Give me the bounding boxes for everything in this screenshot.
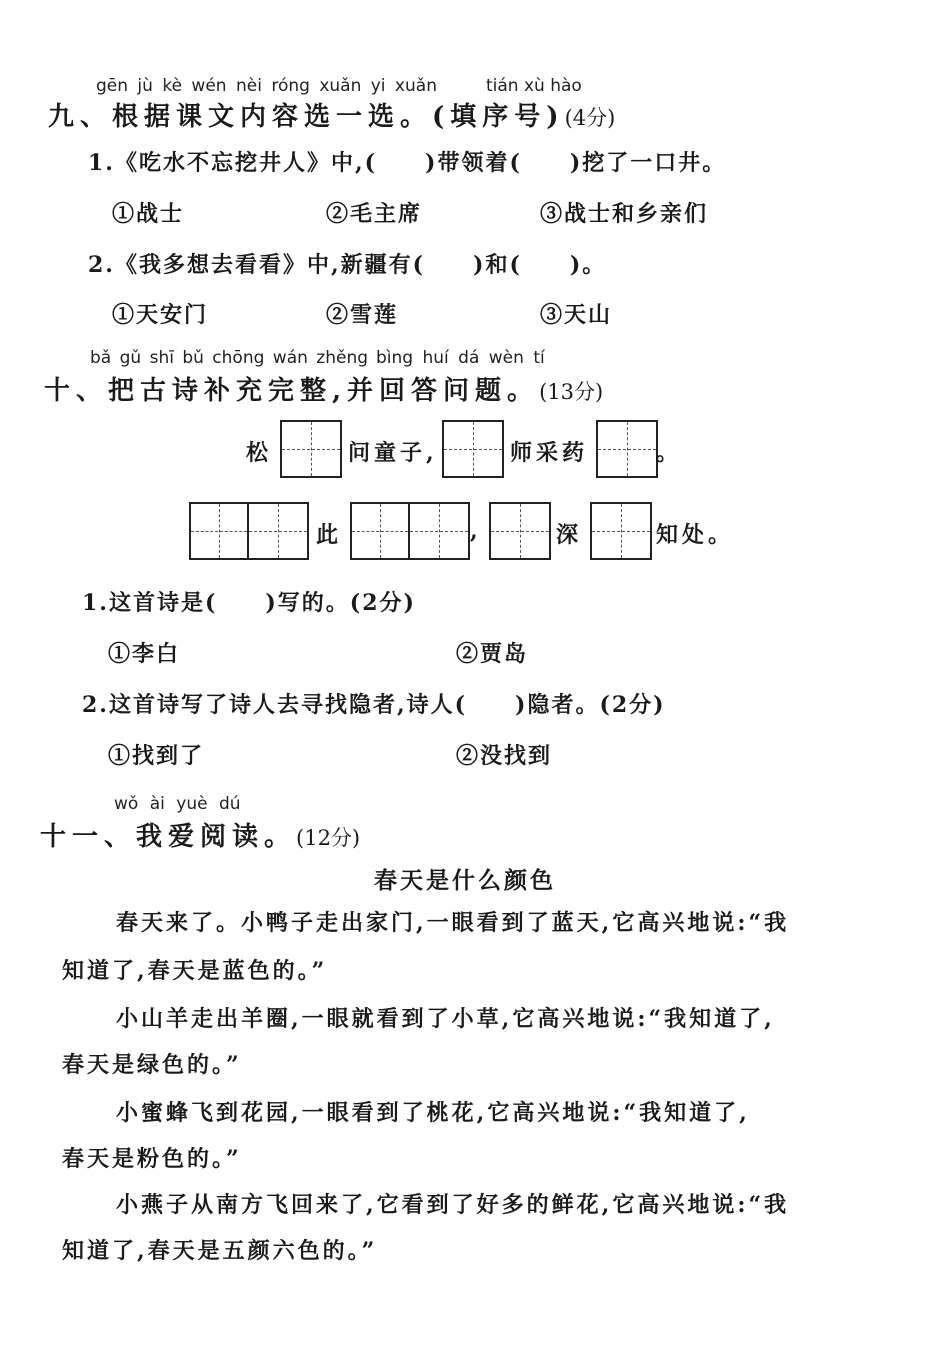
poem-line1-text-2: 问童子, bbox=[348, 440, 438, 466]
poem-blank-7[interactable] bbox=[590, 502, 652, 560]
poem-line1-text-4: 。 bbox=[656, 440, 683, 466]
reading-line-8: 知道了,春天是五颜六色的。” bbox=[62, 1238, 378, 1264]
q10-heading bbox=[44, 370, 603, 407]
q10-question-1: 1.这首诗是( )写的。(2分) bbox=[82, 590, 416, 616]
reading-line-3: 小山羊走出羊圈,一眼就看到了小草,它高兴地说:“我知道了, bbox=[116, 1006, 775, 1032]
poem-blank-4[interactable] bbox=[189, 502, 309, 560]
q11-pinyin: wǒ ài yuè dú bbox=[114, 794, 241, 814]
q10-q2-option-2: ②没找到 bbox=[456, 743, 553, 769]
poem-blank-1[interactable] bbox=[280, 420, 342, 478]
q9-q1-option-1: ①战士 bbox=[112, 201, 185, 227]
reading-line-6: 春天是粉色的。” bbox=[62, 1146, 242, 1172]
q10-pinyin-2: bìng huí dá wèn tí bbox=[376, 348, 545, 368]
q9-score: (4分) bbox=[564, 106, 616, 130]
q10-q1-option-2: ②贾岛 bbox=[456, 641, 529, 667]
poem-blank-5[interactable] bbox=[350, 502, 470, 560]
poem-blank-6[interactable] bbox=[489, 502, 551, 560]
q10-pinyin: bǎ gǔ shī bǔ chōng wán zhěng bbox=[90, 348, 369, 368]
q9-heading bbox=[48, 96, 615, 133]
q9-heading-text: 九、根据课文内容选一选。(填序号) bbox=[48, 102, 565, 132]
poem-line2-text-1: 此 bbox=[316, 522, 343, 548]
q11-score: (12分) bbox=[296, 826, 361, 850]
poem-line1-text-3: 师采药 bbox=[510, 440, 589, 466]
q9-pinyin-fill: tián xù hào bbox=[486, 76, 582, 96]
q10-question-2: 2.这首诗写了诗人去寻找隐者,诗人( )隐者。(2分) bbox=[82, 692, 666, 718]
q10-q2-option-1: ①找到了 bbox=[108, 743, 205, 769]
poem-blank-3[interactable] bbox=[596, 420, 658, 478]
reading-title: 春天是什么颜色 bbox=[374, 867, 556, 894]
q10-q1-option-1: ①李白 bbox=[108, 641, 181, 667]
q9-q2-option-3: ③天山 bbox=[540, 302, 613, 328]
poem-line1-text-1: 松 bbox=[246, 440, 273, 466]
q9-q2-option-1: ①天安门 bbox=[112, 302, 209, 328]
q9-question-1: 1.《吃水不忘挖井人》中,( )带领着( )挖了一口井。 bbox=[88, 150, 727, 176]
reading-line-5: 小蜜蜂飞到花园,一眼看到了桃花,它高兴地说:“我知道了, bbox=[116, 1100, 750, 1126]
q9-q2-option-2: ②雪莲 bbox=[326, 302, 399, 328]
reading-line-2: 知道了,春天是蓝色的。” bbox=[62, 958, 328, 984]
reading-line-4: 春天是绿色的。” bbox=[62, 1052, 242, 1078]
poem-line2-text-4: 知处。 bbox=[656, 522, 735, 548]
reading-line-7: 小燕子从南方飞回来了,它看到了好多的鲜花,它高兴地说:“我 bbox=[116, 1192, 790, 1218]
q9-pinyin: gēn jù kè wén nèi róng xuǎn yi xuǎn bbox=[96, 76, 437, 96]
q9-q1-option-3: ③战士和乡亲们 bbox=[540, 201, 709, 227]
reading-line-1: 春天来了。小鸭子走出家门,一眼看到了蓝天,它高兴地说:“我 bbox=[116, 910, 790, 936]
q9-question-2: 2.《我多想去看看》中,新疆有( )和( )。 bbox=[88, 252, 607, 278]
q10-score: (13分) bbox=[539, 380, 604, 404]
poem-blank-2[interactable] bbox=[442, 420, 504, 478]
q9-q1-option-2: ②毛主席 bbox=[326, 201, 423, 227]
poem-line2-text-2: , bbox=[470, 518, 482, 544]
q10-heading-text: 十、把古诗补充完整,并回答问题。 bbox=[44, 376, 540, 406]
q11-heading bbox=[40, 816, 360, 853]
poem-line2-text-3: 深 bbox=[556, 522, 583, 548]
q11-heading-text: 十一、我爱阅读。 bbox=[40, 822, 297, 852]
